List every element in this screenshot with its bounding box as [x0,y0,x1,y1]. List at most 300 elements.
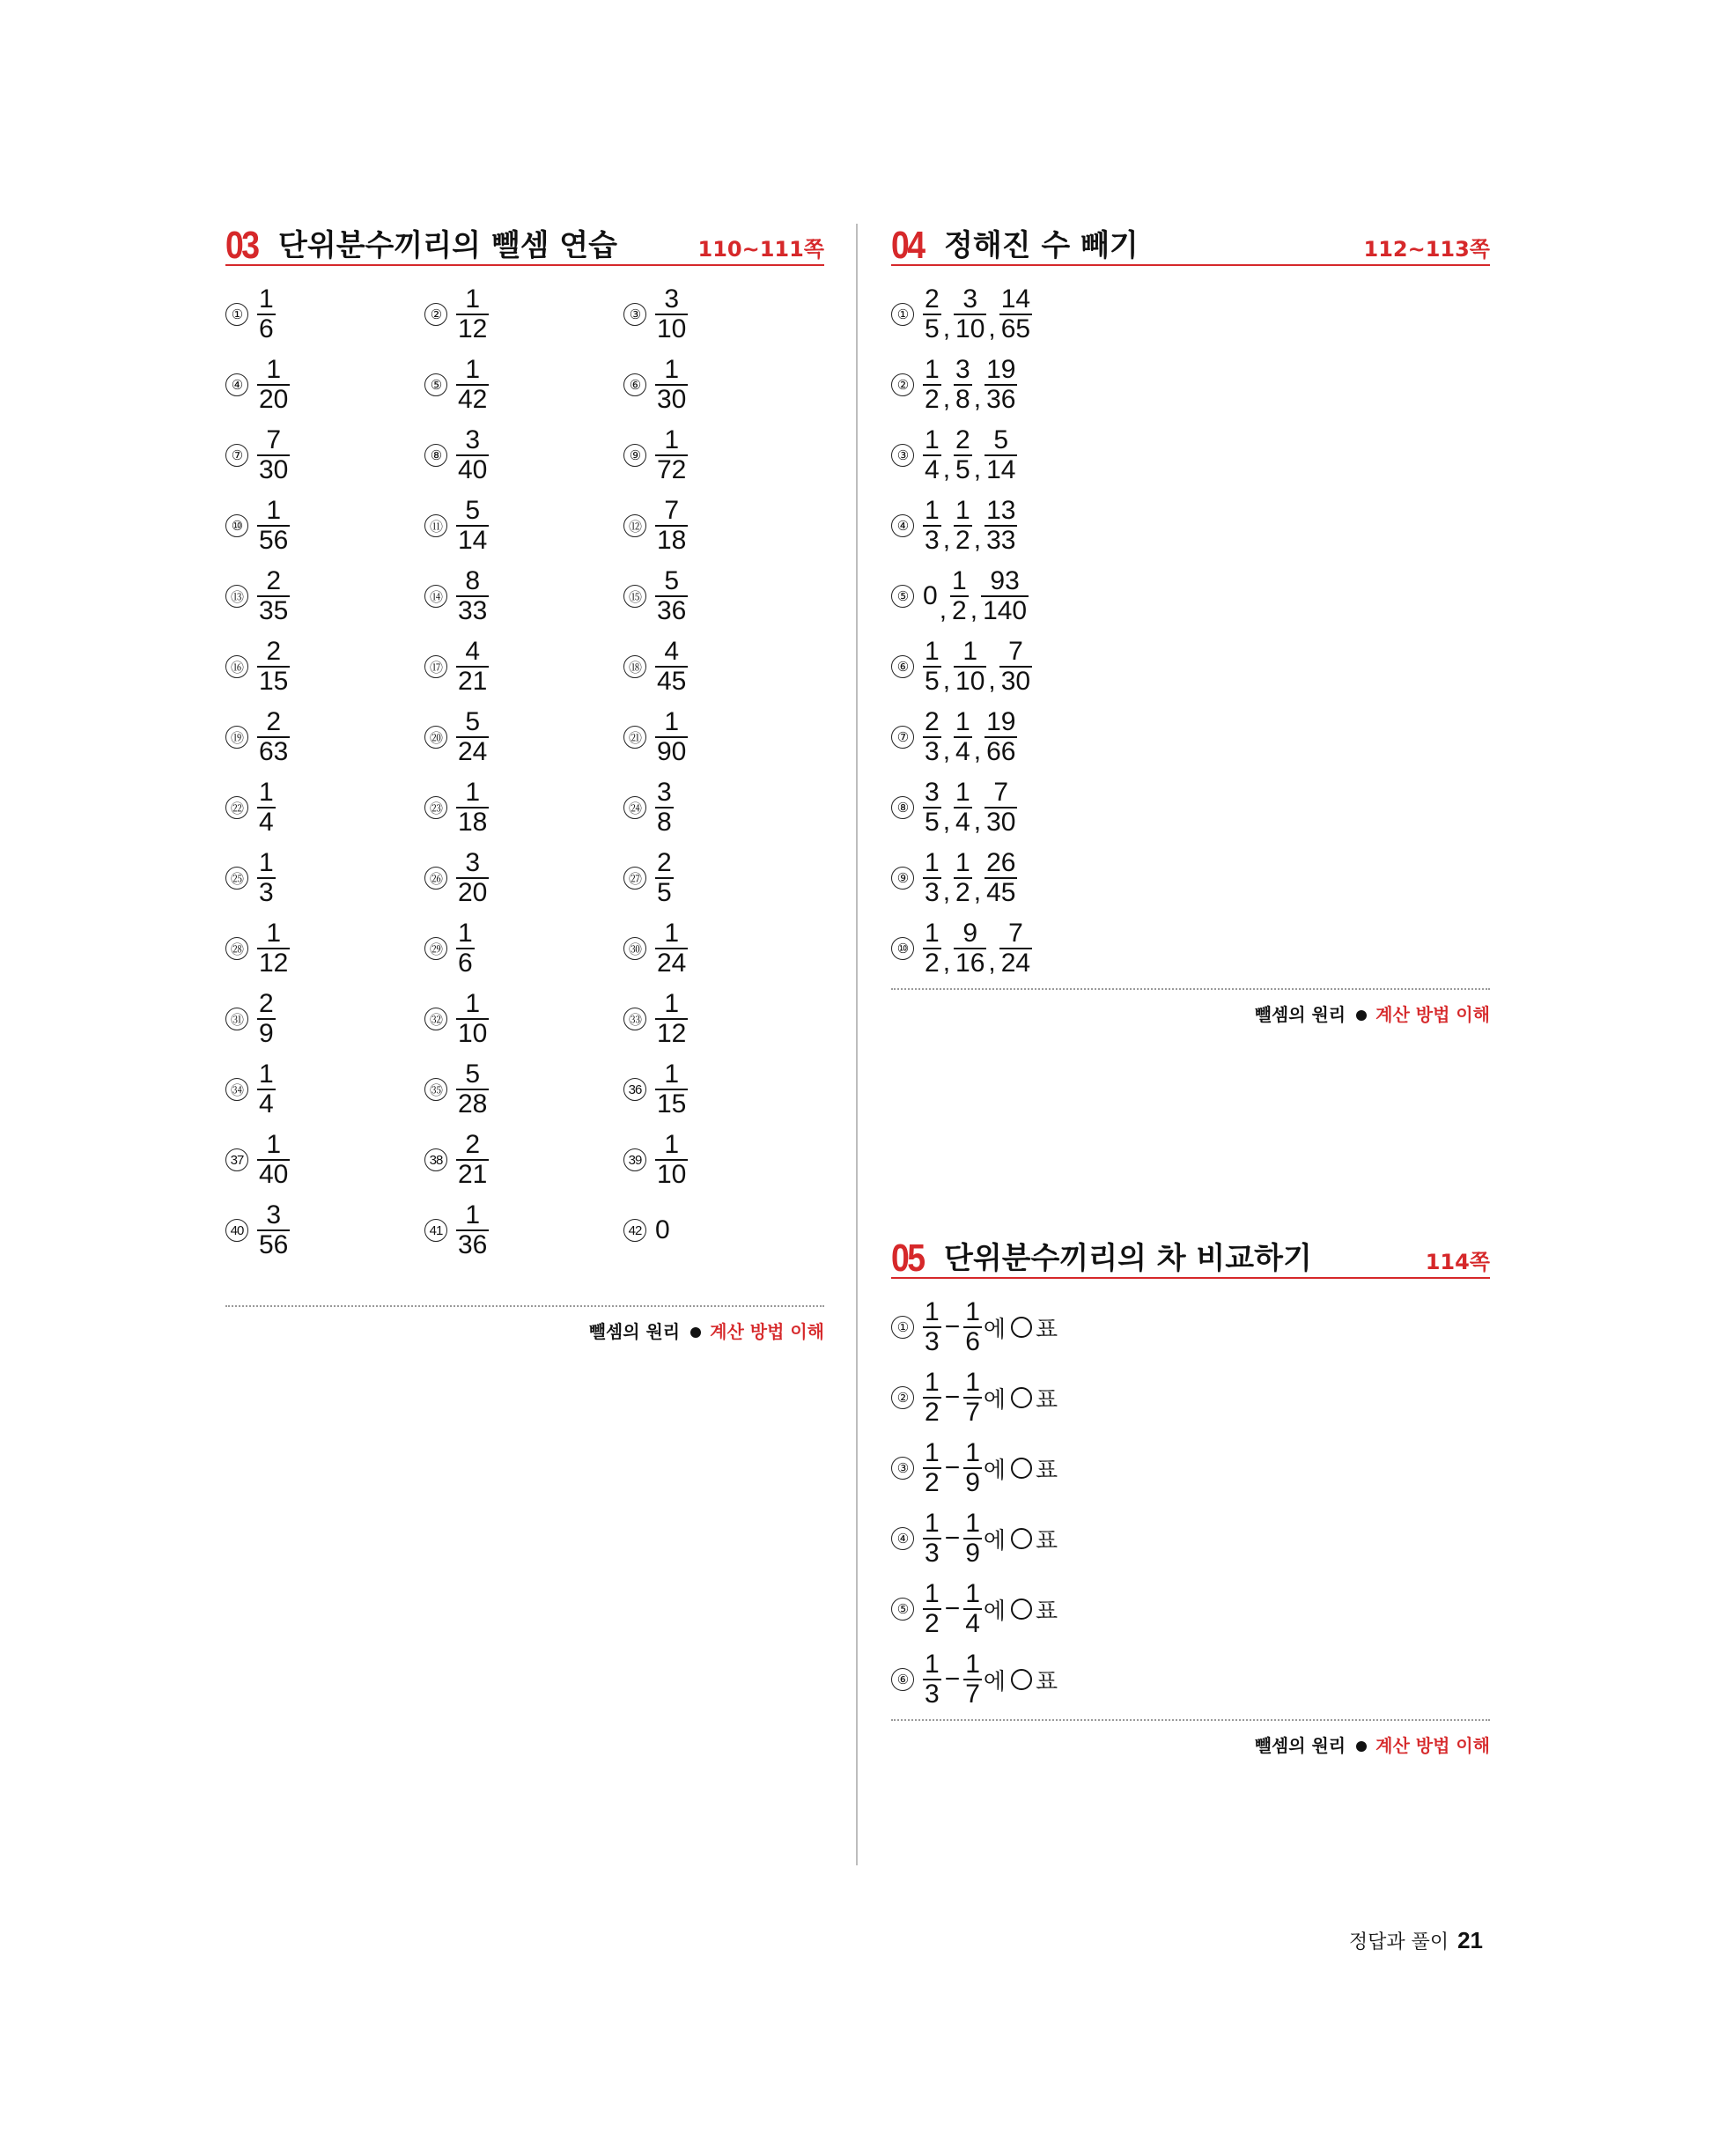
denominator: 7 [965,1398,980,1427]
numerator: 1 [925,1297,940,1326]
denominator: 40 [458,455,488,484]
answer-item [623,847,674,909]
denominator: 12 [259,949,289,978]
numerator: 19 [986,355,1016,384]
answer-item [891,1508,1058,1569]
numerator: 1 [664,919,680,948]
fraction [655,1131,688,1189]
circle-mark-icon [1011,1669,1032,1690]
numerator: 1 [465,284,481,314]
numerator: 1 [266,1130,282,1159]
item-number: ⑬ [225,585,248,608]
denominator: 30 [1000,667,1031,696]
fraction [954,708,972,766]
numerator: 1 [925,919,940,948]
answer-item [225,1200,290,1261]
numerator: 1 [465,778,481,807]
numerator: 1 [965,1438,980,1467]
answer-item [424,777,489,838]
fraction [999,919,1032,978]
bullet-icon [690,1327,701,1338]
minus-sign: − [944,1312,961,1341]
fraction [999,285,1032,343]
denominator: 63 [259,737,289,766]
numerator: 3 [664,284,680,314]
item-number: ⑦ [225,444,248,467]
fraction [954,849,972,907]
fraction [257,638,290,696]
fraction [984,356,1017,414]
denominator: 10 [657,1160,687,1189]
answer-item [891,1578,1058,1640]
comma-separator: , [988,314,996,343]
item-number: ⑩ [891,937,914,960]
item-number: ⑥ [623,373,646,396]
fraction [655,567,688,625]
numerator: 1 [925,496,940,525]
numerator: 3 [657,778,672,807]
fraction [655,919,688,978]
fraction [984,708,1017,766]
denominator: 35 [259,596,289,625]
numerator: 2 [955,425,970,454]
fraction [257,1131,290,1189]
fraction [923,849,941,907]
bullet-icon [1356,1010,1367,1021]
answer-suffix: 표 [1036,1598,1058,1625]
numerator: 5 [465,496,481,525]
numerator: 1 [962,637,978,666]
numerator: 7 [1008,637,1023,666]
fraction [456,779,489,837]
fraction [923,1439,941,1497]
numerator: 1 [664,707,680,736]
numerator: 7 [664,496,680,525]
numerator: 1 [955,496,970,525]
comma-separator: , [942,525,951,554]
answer-item [891,1649,1058,1710]
denominator: 3 [925,1327,940,1356]
answer-item [891,918,1032,979]
item-number: ㉓ [424,796,447,819]
comma-separator: , [942,948,951,977]
answer-item [225,918,290,979]
fraction [655,849,674,907]
item-number: 38 [424,1148,447,1171]
section-05-title: 단위분수끼리의 차 비교하기 [944,1241,1312,1276]
answer-item [891,1437,1058,1499]
numerator: 2 [465,1130,481,1159]
answer-item [623,354,688,416]
denominator: 4 [965,1609,980,1638]
answer-item [225,1129,290,1191]
fraction [954,779,972,837]
fraction [655,356,688,414]
item-number: ⑥ [891,655,914,678]
numerator: 4 [664,637,680,666]
comma-separator: , [973,384,982,413]
fraction [984,497,1017,555]
answer-item [623,284,688,345]
answer-item [891,495,1017,557]
section-03-footer [225,1318,824,1343]
section-05-header [891,1237,1490,1279]
fraction [456,1201,489,1259]
section-05-number: 05 [891,1237,924,1280]
item-number: ㉔ [623,796,646,819]
minus-sign: − [944,1665,961,1694]
answer-item [225,1059,276,1120]
answer-item [891,1296,1058,1358]
comma-separator: , [942,736,951,765]
answer-suffix: 표 [1036,1386,1058,1414]
denominator: 66 [986,737,1016,766]
fraction [456,1131,489,1189]
fraction [655,708,688,766]
numerator: 1 [965,1509,980,1538]
section-05-divider [891,1719,1490,1721]
denominator: 72 [657,455,687,484]
answer-item [623,495,688,557]
denominator: 2 [925,1468,940,1497]
answer-item [225,988,276,1050]
section-03-page-ref: 110~111쪽 [697,237,824,262]
numerator: 1 [664,425,680,454]
answer-item [225,284,276,345]
fraction [257,708,290,766]
section-04-title: 정해진 수 빼기 [944,228,1139,263]
fraction [655,497,688,555]
section-05-footer [891,1731,1490,1757]
answer-item [623,425,688,486]
item-number: ⑲ [225,726,248,749]
numerator: 1 [965,1579,980,1608]
footer-principle: 뺄셈의 원리 [1254,1735,1346,1756]
numerator: 3 [465,848,481,877]
fraction [257,567,290,625]
answer-suffix: 표 [1036,1527,1058,1554]
numerator: 26 [986,848,1016,877]
item-number: ⑧ [424,444,447,467]
comma-separator: , [973,454,982,484]
item-number: ④ [891,1527,914,1550]
answer-suffix: 표 [1036,1316,1058,1343]
answer-item [891,636,1032,698]
item-number: ㉒ [225,796,248,819]
footer-skill: 계산 방법 이해 [710,1321,824,1342]
numerator: 1 [664,1060,680,1089]
answer-suffix: 에 [983,1457,1007,1484]
answer-suffix: 에 [983,1527,1007,1554]
denominator: 56 [259,1230,289,1259]
fraction [655,1060,688,1119]
fraction [981,567,1029,625]
denominator: 36 [657,596,687,625]
answer-item [891,847,1017,909]
answer-item [623,565,688,627]
section-04-number: 04 [891,224,924,267]
fraction [954,638,986,696]
item-number: ④ [225,373,248,396]
answer-item [225,706,290,768]
circle-mark-icon [1011,1387,1032,1408]
denominator: 9 [965,1539,980,1568]
fraction [923,1510,941,1568]
denominator: 5 [657,878,672,907]
item-number: ㉙ [424,937,447,960]
page-footer [1349,1927,1483,1954]
numerator: 1 [955,848,970,877]
denominator: 45 [657,667,687,696]
fraction [456,849,489,907]
minus-sign: − [944,1383,961,1412]
circle-mark-icon [1011,1528,1032,1549]
item-number: ⑨ [623,444,646,467]
denominator: 10 [458,1019,488,1048]
item-number: ⑧ [891,796,914,819]
fraction [923,356,941,414]
footer-skill: 계산 방법 이해 [1375,1735,1490,1756]
section-05-answers [891,1296,1490,1719]
numerator: 3 [925,778,940,807]
numerator: 1 [965,1297,980,1326]
circle-mark-icon [1011,1599,1032,1620]
fraction [954,426,972,484]
fraction [963,1439,982,1497]
answer-item [891,425,1017,486]
fraction [655,990,688,1048]
fraction [954,497,972,555]
denominator: 4 [259,1089,274,1119]
numerator: 1 [925,848,940,877]
numerator: 13 [986,496,1016,525]
numerator: 7 [266,425,282,454]
comma-separator: , [942,454,951,484]
denominator: 16 [955,949,985,978]
comma-separator: , [970,595,978,624]
item-number: ⑰ [424,655,447,678]
denominator: 9 [965,1468,980,1497]
fraction [923,1369,941,1427]
denominator: 28 [458,1089,488,1119]
answer-item [225,636,290,698]
denominator: 2 [955,878,970,907]
answer-item [623,918,688,979]
answer-item [225,425,290,486]
section-04-header [891,224,1490,266]
item-number: ㉛ [225,1008,248,1030]
section-03-answers [225,284,824,1305]
denominator: 6 [965,1327,980,1356]
denominator: 20 [259,385,289,414]
fraction [456,285,489,343]
item-number: ③ [623,303,646,326]
numerator: 2 [259,989,274,1018]
answer-suffix: 에 [983,1598,1007,1625]
fraction [456,919,475,978]
comma-separator: , [942,666,951,695]
fraction [257,356,290,414]
denominator: 33 [458,596,488,625]
numerator: 1 [925,1579,940,1608]
item-number: 37 [225,1148,248,1171]
page-footer-label: 정답과 풀이 [1348,1931,1449,1953]
fraction [963,1580,982,1638]
fraction [456,497,489,555]
denominator: 90 [657,737,687,766]
fraction [963,1650,982,1709]
comma-separator: , [973,736,982,765]
denominator: 2 [925,1609,940,1638]
item-number: ㉜ [424,1008,447,1030]
item-number: 40 [225,1219,248,1242]
numerator: 1 [965,1368,980,1397]
item-number: ⑳ [424,726,447,749]
answer-item [623,636,688,698]
answer-item [891,777,1017,838]
denominator: 14 [986,455,1016,484]
numerator: 2 [266,707,282,736]
section-05 [891,1237,1490,1757]
fraction [963,1510,982,1568]
numerator: 1 [952,566,967,595]
comma-separator: , [973,877,982,906]
answer-suffix: 표 [1036,1668,1058,1695]
fraction [456,356,489,414]
numerator: 1 [925,637,940,666]
answer-item [424,565,489,627]
page-number: 21 [1457,1927,1483,1953]
denominator: 2 [925,385,940,414]
answer-item [424,847,489,909]
denominator: 24 [657,949,687,978]
denominator: 7 [965,1680,980,1709]
denominator: 18 [458,808,488,837]
numerator: 1 [266,355,282,384]
answer-item [424,636,489,698]
fraction [950,567,969,625]
item-number: ② [891,1386,914,1409]
denominator: 3 [925,1539,940,1568]
numerator: 1 [266,919,282,948]
answer-item [225,565,290,627]
numerator: 93 [990,566,1020,595]
minus-sign: − [944,1594,961,1623]
item-number: ⑭ [424,585,447,608]
section-03-title: 단위분수끼리의 뺄셈 연습 [278,228,617,263]
fraction [954,919,986,978]
denominator: 45 [986,878,1016,907]
answer-item [891,284,1032,345]
denominator: 33 [986,526,1016,555]
denominator: 2 [952,596,967,625]
numerator: 14 [1000,284,1031,314]
answer-item [225,354,290,416]
numerator: 9 [962,919,978,948]
denominator: 65 [1000,314,1031,343]
denominator: 12 [657,1019,687,1048]
answer-item [891,354,1017,416]
footer-principle: 뺄셈의 원리 [588,1321,681,1342]
item-number: ㉟ [424,1078,447,1101]
numerator: 1 [465,989,481,1018]
denominator: 3 [925,1680,940,1709]
denominator: 36 [986,385,1016,414]
item-number: ㉝ [623,1008,646,1030]
denominator: 6 [458,949,473,978]
denominator: 30 [259,455,289,484]
answer-value: 0 [655,1215,670,1244]
numerator: 1 [664,989,680,1018]
answer-suffix: 에 [983,1316,1007,1343]
numerator: 1 [925,1368,940,1397]
footer-principle: 뺄셈의 원리 [1254,1004,1346,1025]
section-04-divider [891,988,1490,990]
fraction [923,1580,941,1638]
fraction [655,285,688,343]
section-04-page-ref: 112~113쪽 [1363,237,1490,262]
fraction [257,285,276,343]
footer-skill: 계산 방법 이해 [1375,1004,1490,1025]
comma-separator: , [942,384,951,413]
numerator: 3 [266,1200,282,1229]
item-number: 39 [623,1148,646,1171]
denominator: 56 [259,526,289,555]
denominator: 2 [925,949,940,978]
denominator: 14 [458,526,488,555]
numerator: 1 [925,355,940,384]
answer-value: 0 [923,581,938,610]
denominator: 30 [986,808,1016,837]
fraction [456,567,489,625]
numerator: 1 [925,1509,940,1538]
comma-separator: , [973,807,982,836]
denominator: 42 [458,385,488,414]
item-number: ㉑ [623,726,646,749]
numerator: 1 [458,919,473,948]
fraction [984,849,1017,907]
answer-item [424,988,489,1050]
numerator: 3 [955,355,970,384]
item-number: ㉖ [424,867,447,890]
item-number: ⑤ [424,373,447,396]
denominator: 21 [458,1160,488,1189]
item-number: ⑪ [424,514,447,537]
item-number: ⑩ [225,514,248,537]
denominator: 3 [259,878,274,907]
section-03 [225,224,824,1343]
item-number: ㉚ [623,937,646,960]
numerator: 1 [955,707,970,736]
fraction [923,919,941,978]
denominator: 5 [925,314,940,343]
denominator: 10 [657,314,687,343]
denominator: 2 [955,526,970,555]
item-number: ㉗ [623,867,646,890]
comma-separator: , [973,525,982,554]
numerator: 1 [664,1130,680,1159]
fraction [257,779,276,837]
item-number: ② [891,373,914,396]
denominator: 24 [1000,949,1031,978]
item-number: ① [891,1316,914,1339]
denominator: 10 [955,314,985,343]
column-divider [856,224,858,1865]
fraction [923,426,941,484]
denominator: 8 [955,385,970,414]
answer-suffix: 에 [983,1668,1007,1695]
fraction [456,708,489,766]
